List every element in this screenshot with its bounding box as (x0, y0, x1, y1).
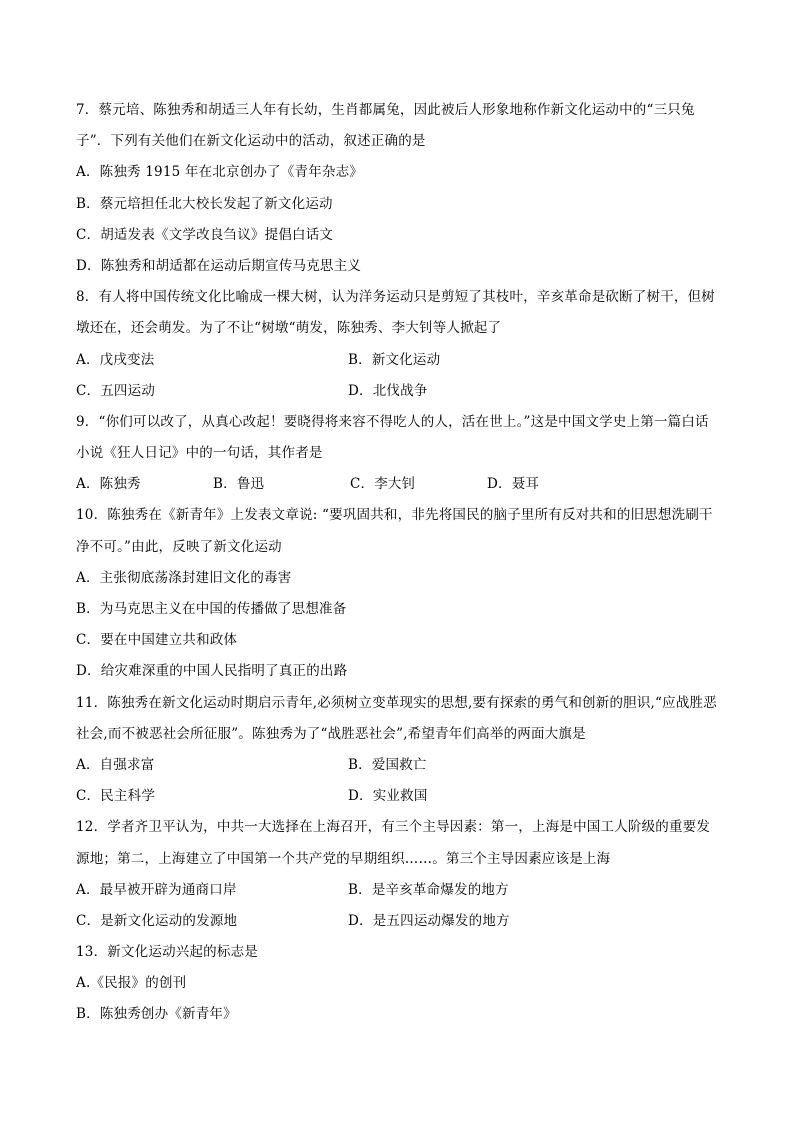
question-8-stem-line-1: 8．有人将中国传统文化比喻成一棵大树，认为洋务运动只是剪短了其枝叶，辛亥革命是砍断了树干，但树 (76, 289, 715, 306)
question-7-option-b[interactable]: B．蔡元培担任北大校长发起了新文化运动 (76, 195, 333, 212)
question-8-stem-line-2: 墩还在，还会萌发。为了不让“树墩“萌发，陈独秀、李大钊等人掀起了 (76, 320, 502, 337)
question-11-option-a[interactable]: A．自强求富 (76, 756, 155, 773)
question-7-stem-line-2: 子”．下列有关他们在新文化运动中的活动，叙述正确的是 (76, 133, 426, 150)
question-13-option-a[interactable]: A.《民报》的创刊 (76, 975, 187, 992)
question-9-option-d[interactable]: D．聂耳 (487, 476, 540, 493)
question-8-options-row-1 (76, 345, 726, 376)
question-10-option-a[interactable]: A．主张彻底荡涤封建旧文化的毒害 (76, 569, 292, 586)
question-7 (76, 95, 726, 282)
question-9-stem-line-1: 9．“你们可以改了，从真心改起！要晓得将来容不得吃人的人，活在世上。”这是中国文学史上第一篇白话 (76, 413, 709, 430)
question-12-option-d[interactable]: D．是五四运动爆发的地方 (348, 912, 510, 929)
question-12-options-row-2 (76, 906, 726, 937)
question-11-options-row-2 (76, 781, 726, 812)
question-9-option-a[interactable]: A．陈独秀 (76, 476, 141, 493)
question-7-stem-line-1: 7．蔡元培、陈独秀和胡适三人年有长幼，生肖都属兔，因此被后人形象地称作新文化运动中的“三只兔 (76, 102, 695, 118)
question-11 (76, 688, 726, 813)
question-9 (76, 407, 726, 501)
question-12-options-row-1 (76, 875, 726, 906)
question-12-option-c[interactable]: C．是新文化运动的发源地 (76, 912, 238, 929)
question-10-option-c[interactable]: C．要在中国建立共和政体 (76, 632, 238, 649)
question-13 (76, 937, 726, 1031)
question-12-option-b[interactable]: B．是辛亥革命爆发的地方 (348, 881, 509, 898)
question-12 (76, 812, 726, 937)
question-12-stem-line-1: 12．学者齐卫平认为，中共一大选择在上海召开，有三个主导因素：第一，上海是中国工人阶级的重要发 (76, 819, 711, 836)
question-7-option-c[interactable]: C．胡适发表《文学改良刍议》提倡白话文 (76, 226, 334, 243)
question-7-option-d[interactable]: D．陈独秀和胡适都在运动后期宣传马克思主义 (76, 257, 362, 274)
question-8-option-b[interactable]: B．新文化运动 (348, 351, 441, 368)
question-10 (76, 500, 726, 687)
question-11-stem-line-1: 11．陈独秀在新文化运动时期启示青年,必须树立变革现实的思想,要有探索的勇气和创新的胆识,“应战胜恶 (76, 694, 717, 711)
question-10-stem-line-1: 10．陈独秀在《新青年》上发表文章说: “要巩固共和，非先将国民的脑子里所有反对共和的旧思想洗刷干 (76, 507, 713, 524)
question-11-option-b[interactable]: B．爱国救亡 (348, 756, 427, 773)
question-13-option-b[interactable]: B．陈独秀创办《新青年》 (76, 1006, 237, 1023)
question-13-stem-line-1: 13．新文化运动兴起的标志是 (76, 944, 258, 961)
question-8-option-c[interactable]: C．五四运动 (76, 382, 156, 399)
question-10-option-b[interactable]: B．为马克思主义在中国的传播做了思想准备 (76, 601, 347, 617)
question-8-options-row-2 (76, 376, 726, 407)
question-9-options-row (76, 469, 726, 500)
question-10-option-d[interactable]: D．给灾难深重的中国人民指明了真正的出路 (76, 663, 348, 680)
question-12-stem-line-2: 源地；第二，上海建立了中国第一个共产党的早期组织……。第三个主导因素应该是上海 (76, 850, 611, 867)
question-9-option-b[interactable]: B．鲁迅 (213, 476, 265, 493)
question-11-option-d[interactable]: D．实业救国 (348, 788, 428, 805)
exam-page (76, 95, 726, 1031)
question-8-option-a[interactable]: A．戊戌变法 (76, 351, 155, 368)
question-7-option-a[interactable]: A．陈独秀 1915 年在北京创办了《青年杂志》 (76, 164, 363, 181)
question-9-stem-line-2: 小说《狂人日记》中的一句话，其作者是 (76, 445, 323, 462)
question-8-option-d[interactable]: D．北伐战争 (348, 382, 428, 399)
question-10-stem-line-2: 净不可。”由此，反映了新文化运动 (76, 538, 282, 555)
question-11-stem-line-2: 社会,而不被恶社会所征服”。陈独秀为了“战胜恶社会”,希望青年们高举的两面大旗是 (76, 725, 586, 742)
question-9-option-c[interactable]: C．李大钊 (350, 476, 416, 493)
question-11-options-row-1 (76, 750, 726, 781)
question-11-option-c[interactable]: C．民主科学 (76, 788, 156, 805)
question-12-option-a[interactable]: A．最早被开辟为通商口岸 (76, 881, 237, 898)
question-8 (76, 282, 726, 407)
